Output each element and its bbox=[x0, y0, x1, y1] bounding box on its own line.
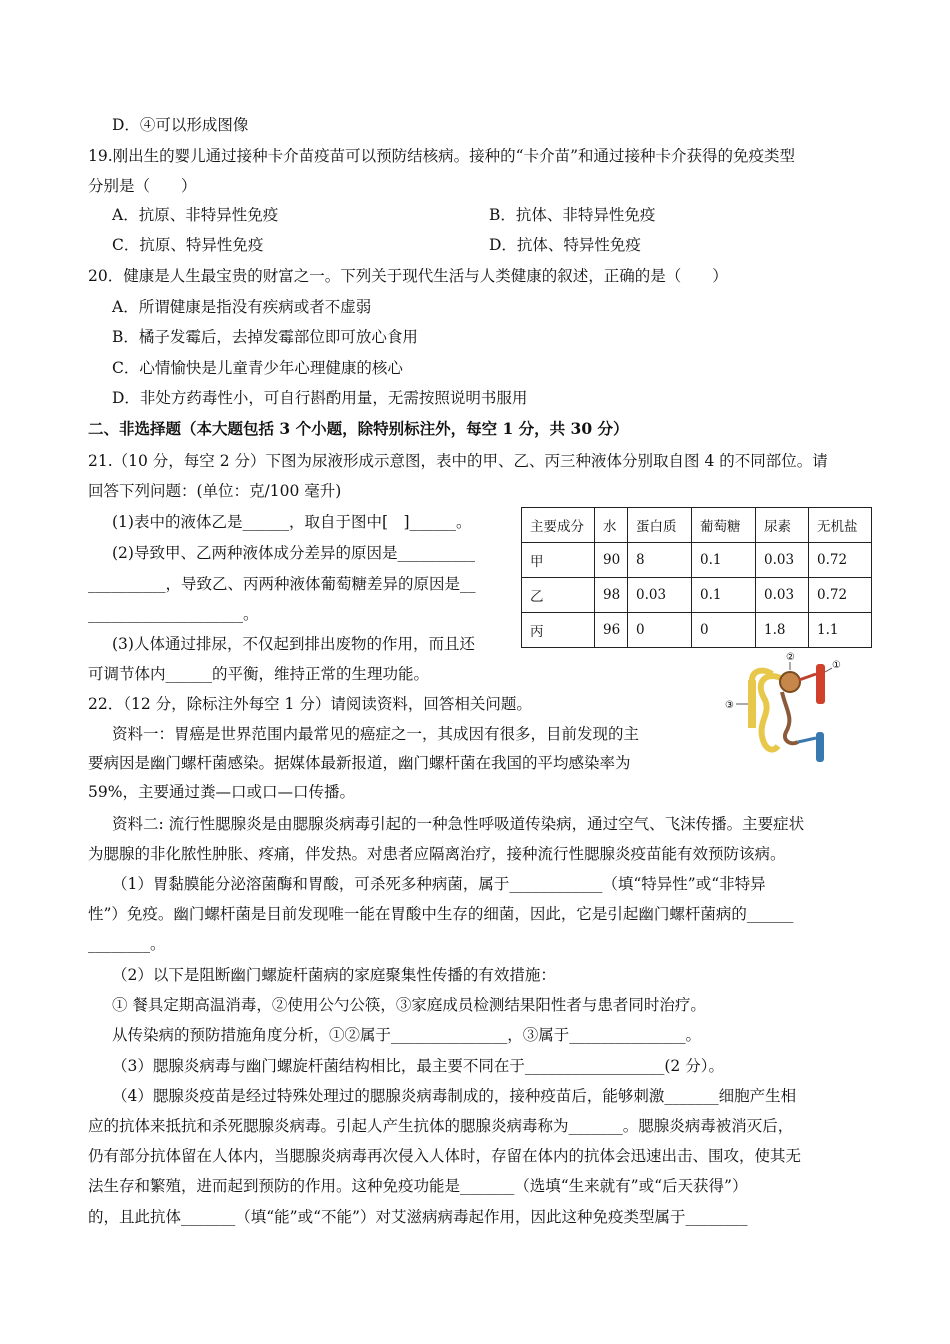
q21-part2-line3: ____________________。 bbox=[88, 605, 259, 623]
q21-part3-line2: 可调节体内______的平衡，维持正常的生理功能。 bbox=[88, 665, 430, 683]
q22-sub2-line2: ① 餐具定期高温消毒，②使用公勺公筷，③家庭成员检测结果阳性者与患者同时治疗。 bbox=[112, 996, 706, 1014]
label-1: ① bbox=[832, 660, 841, 671]
table-row bbox=[522, 543, 872, 578]
q22-sub4-line5: 的，且此抗体_______（填“能”或“不能”）对艾滋病病毒起作用，因此这种免疫类型属于________ bbox=[88, 1208, 748, 1226]
q22-sub4-line3: 仍有部分抗体留在人体内，当腮腺炎病毒再次侵入人体时，存留在体内的抗体会迅速出击、围攻，使其无 bbox=[88, 1147, 802, 1165]
q19-stem-line1: 19.刚出生的婴儿通过接种卡介苗疫苗可以预防结核病。接种的“卡介苗”和通过接种卡介获得的免疫类型 bbox=[88, 147, 796, 165]
table-header-cell: 葡萄糖 bbox=[692, 508, 756, 543]
table-cell: 1.1 bbox=[809, 613, 872, 648]
q22-material1-line1: 资料一：胃癌是世界范围内最常见的癌症之一，其成因有很多，目前发现的主 bbox=[112, 725, 640, 743]
q21-part2-line1: (2)导致甲、乙两种液体成分差异的原因是__________ bbox=[112, 544, 475, 562]
table-cell: 1.8 bbox=[756, 613, 809, 648]
q20-option-b: B．橘子发霉后，去掉发霉部位即可放心食用 bbox=[112, 328, 418, 346]
table-header-cell: 无机盐 bbox=[809, 508, 872, 543]
table-row bbox=[522, 578, 872, 613]
table-cell: 0.72 bbox=[809, 578, 872, 613]
q20-option-a: A．所谓健康是指没有疾病或者不虚弱 bbox=[112, 298, 372, 316]
table-cell: 0.03 bbox=[756, 543, 809, 578]
q19-option-c: C．抗原、特异性免疫 bbox=[112, 236, 264, 254]
label-3: ③ bbox=[725, 700, 734, 711]
q22-material1-line3: 59%，主要通过粪—口或口—口传播。 bbox=[88, 783, 355, 801]
q22-material2-line2: 为腮腺的非化脓性肿胀、疼痛，伴发热。对患者应隔离治疗，接种流行性腮腺炎疫苗能有效预防该病。 bbox=[88, 845, 786, 863]
table-header-cell: 蛋白质 bbox=[628, 508, 692, 543]
q19-option-a: A．抗原、非特异性免疫 bbox=[112, 206, 279, 224]
capillary bbox=[782, 692, 798, 743]
q22-stem: 22．（12 分，除标注外每空 1 分）请阅读资料，回答相关问题。 bbox=[88, 695, 532, 713]
table-cell: 甲 bbox=[522, 543, 595, 578]
q22-sub4-line1: （4）腮腺炎疫苗是经过特殊处理过的腮腺炎病毒制成的，接种疫苗后，能够刺激_______细胞产生相 bbox=[112, 1087, 797, 1105]
q22-sub1-line3: ________。 bbox=[88, 935, 166, 953]
table-header-cell: 主要成分 bbox=[522, 508, 595, 543]
table-cell: 0.1 bbox=[692, 543, 756, 578]
table-cell: 0.1 bbox=[692, 578, 756, 613]
q21-part1: (1)表中的液体乙是______，取自于图中[ ]______。 bbox=[112, 513, 472, 531]
nephron-diagram bbox=[724, 650, 854, 762]
table-cell: 0 bbox=[692, 613, 756, 648]
q20-option-d: D．非处方药毒性小，可自行斟酌用量，无需按照说明书服用 bbox=[112, 389, 528, 407]
table-cell: 乙 bbox=[522, 578, 595, 613]
table-row bbox=[522, 613, 872, 648]
q21-part3-line1: (3)人体通过排尿，不仅起到排出废物的作用，而且还 bbox=[112, 635, 475, 653]
q22-material1-line2: 要病因是幽门螺杆菌感染。据媒体最新报道，幽门螺杆菌在我国的平均感染率为 bbox=[88, 754, 631, 772]
q19-stem-line2: 分别是（ ） bbox=[88, 177, 197, 195]
q19-option-d: D．抗体、特异性免疫 bbox=[489, 236, 641, 254]
table-cell: 98 bbox=[595, 578, 628, 613]
table-header-row bbox=[522, 508, 872, 543]
q22-material2-line1: 资料二: 流行性腮腺炎是由腮腺炎病毒引起的一种急性呼吸道传染病，通过空气、飞沫传播。主要症状 bbox=[112, 815, 805, 833]
table-cell: 0.03 bbox=[628, 578, 692, 613]
q22-sub4-line2: 应的抗体来抵抗和杀死腮腺炎病毒。引起人产生抗体的腮腺炎病毒称为_______。腮腺炎病毒被消灭后， bbox=[88, 1117, 794, 1135]
vein-vessel bbox=[816, 732, 824, 762]
table-cell: 0.03 bbox=[756, 578, 809, 613]
q22-sub3: （3）腮腺炎病毒与幽门螺旋杆菌结构相比，最主要不同在于__________________(2 分）。 bbox=[112, 1057, 724, 1075]
q20-stem: 20．健康是人生最宝贵的财富之一。下列关于现代生活与人类健康的叙述，正确的是（ ） bbox=[88, 267, 728, 285]
table-header-cell: 尿素 bbox=[756, 508, 809, 543]
q18-option-d: D．④可以形成图像 bbox=[112, 116, 249, 134]
table-cell: 0.72 bbox=[809, 543, 872, 578]
artery-vessel bbox=[816, 664, 825, 704]
label-2: ② bbox=[786, 652, 795, 663]
q22-sub2-line3: 从传染病的预防措施角度分析，①②属于_______________，③属于_______________。 bbox=[112, 1026, 702, 1044]
table-cell: 0 bbox=[628, 613, 692, 648]
q21-stem-line2: 回答下列问题：(单位：克/100 毫升) bbox=[88, 482, 342, 500]
q21-part2-line2: __________，导致乙、丙两种液体葡萄糖差异的原因是__ bbox=[88, 575, 476, 593]
glomerulus bbox=[780, 672, 800, 692]
q22-sub4-line4: 法生存和繁殖，进而起到预防的作用。这种免疫功能是_______（选填“生来就有”或“后天获得”） bbox=[88, 1177, 748, 1195]
table-cell: 丙 bbox=[522, 613, 595, 648]
q20-option-c: C．心情愉快是儿童青少年心理健康的核心 bbox=[112, 359, 403, 377]
q21-stem-line1: 21.（10 分，每空 2 分）下图为尿液形成示意图，表中的甲、乙、丙三种液体分别取自图 4 的不同部位。请 bbox=[88, 452, 828, 470]
section-heading: 二、非选择题（本大题包括 3 个小题，除特别标注外，每空 1 分，共 30 分） bbox=[88, 419, 629, 438]
table-header-cell: 水 bbox=[595, 508, 628, 543]
q22-sub1-line2: 性”）免疫。幽门螺杆菌是目前发现唯一能在胃酸中生存的细菌，因此，它是引起幽门螺杆菌病的______ bbox=[88, 905, 794, 923]
composition-table bbox=[521, 507, 872, 648]
table-cell: 96 bbox=[595, 613, 628, 648]
table-cell: 90 bbox=[595, 543, 628, 578]
q19-option-b: B．抗体、非特异性免疫 bbox=[489, 206, 656, 224]
table-cell: 8 bbox=[628, 543, 692, 578]
q22-sub1-line1: （1）胃黏膜能分泌溶菌酶和胃酸，可杀死多种病菌，属于____________（填“特异性”或“非特异 bbox=[112, 875, 766, 893]
q22-sub2-line1: （2）以下是阻断幽门螺旋杆菌病的家庭聚集性传播的有效措施： bbox=[112, 966, 556, 984]
